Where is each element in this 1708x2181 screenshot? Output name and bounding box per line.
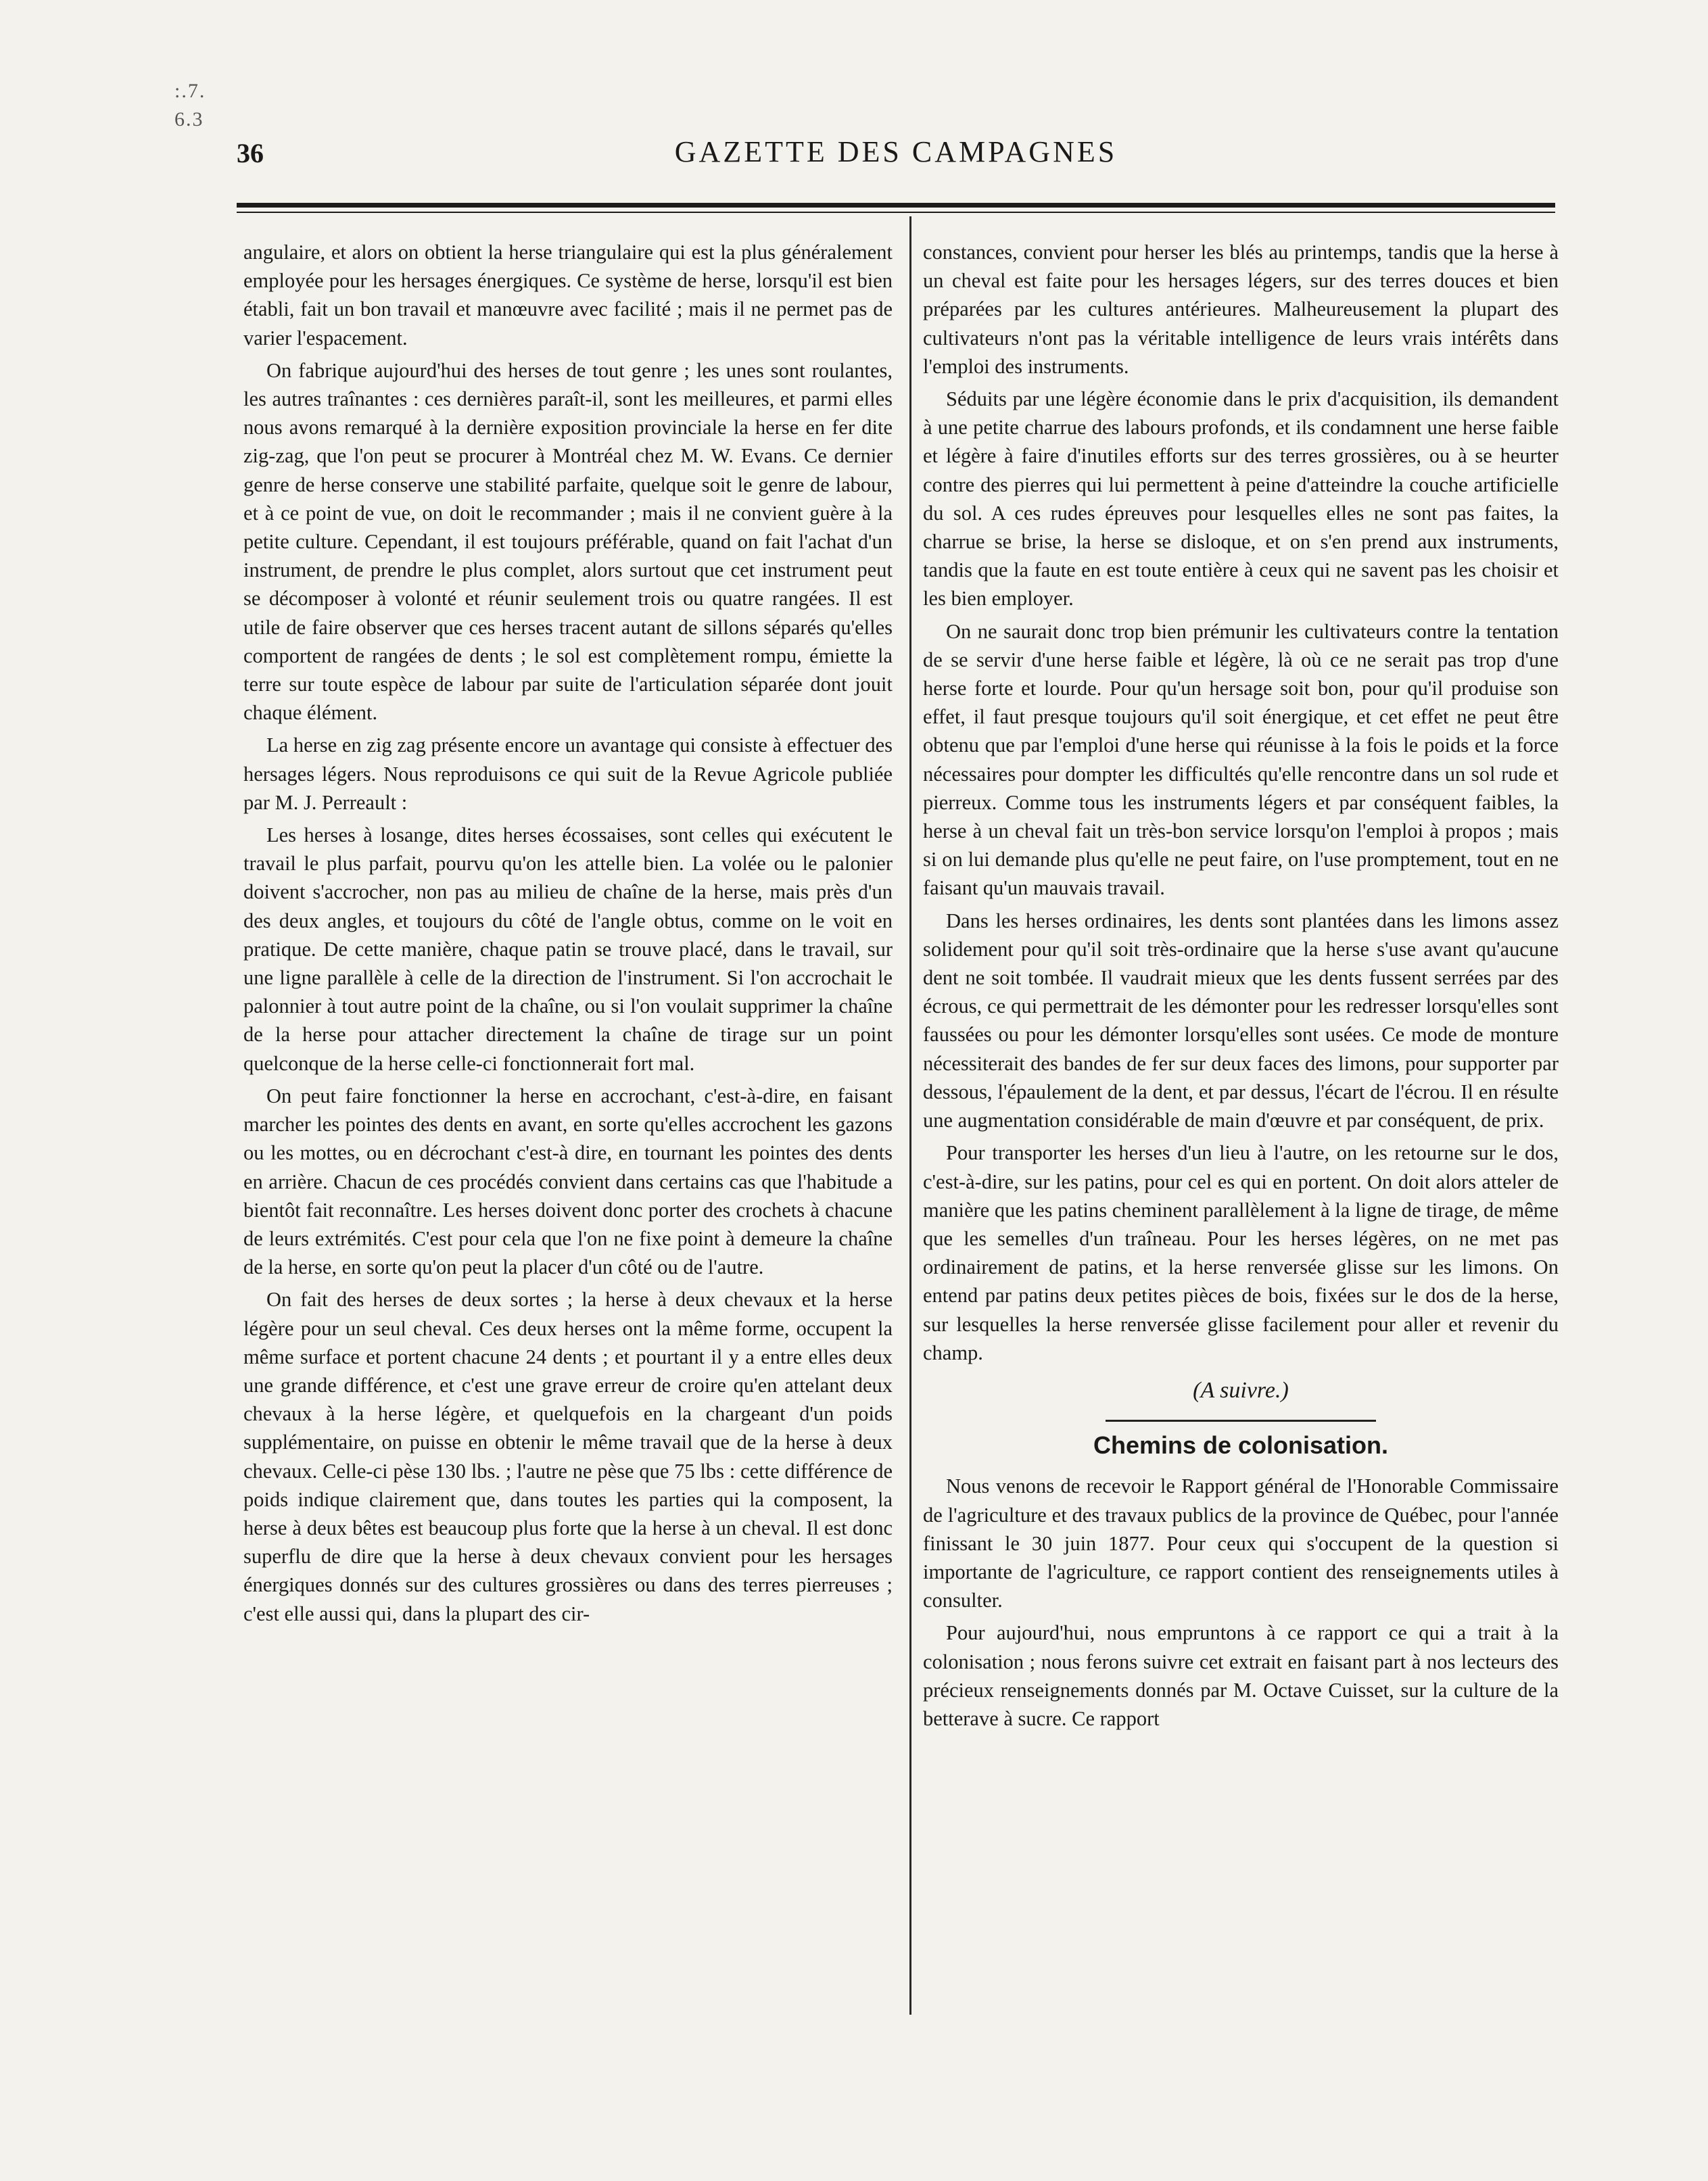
column-divider (909, 216, 911, 2015)
left-paragraph-4: Les herses à losange, dites herses écossaises, sont celles qui exécutent le travail le plus parfait, pourvu qu'on les attelle bien. La volée ou le palonier doivent s'accrocher, non pas au milieu de chaîne de la herse, mais près d'un des deux angles, et toujours du côté de l'angle obtus, comme on le voit en pratique. De cette manière, chaque patin se trouve placé, dans le travail, sur une ligne parallèle à celle de la direction de l'instrument. Si l'on accrochait le palonnier à tout autre point de la chaîne, ou si l'on voulait supprimer la chaîne de la herse pour attacher directement la chaîne de tirage sur un point quelconque de la herse celle-ci fonctionnerait fort mal. (243, 823, 893, 1075)
left-paragraph-3: La herse en zig zag présente encore un avantage qui consiste à effectuer des hersages légers. Nous reproduisons ce qui suit de la Revue Agricole publiée par M. J. Perreault : (243, 734, 893, 814)
header-rule-thin (237, 212, 1555, 213)
right-paragraph-5: Pour transporter les herses d'un lieu à l'autre, on les retourne sur le dos, c'est-à-dire, sur les patins, pour cel es qui en portent. On doit alors atteler de manière que les patins cheminent parallèlement à la ligne de tirage, de même que les semelles d'un traîneau. Pour les herses légères, on ne met pas ordinairement de patins, et la herse renversée glisse sur les limons. On entend par patins deux petites pièces de bois, fixées sur le dos de la herse, sur lesquelles la herse renversée glisse facilement pour aller et revenir du champ. (923, 1141, 1559, 1364)
left-paragraph-6: On fait des herses de deux sortes ; la herse à deux chevaux et la herse légère pour un seul cheval. Ces deux herses ont la même forme, occupent la même surface et portent chacune 24 dents ; et pourtant il y a entre elles deux une grande différence, et c'est une grave erreur de croire qu'en attelant deux chevaux à la herse légère, et quelquefois en la chargeant d'un poids supplémentaire, on puisse en obtenir le même travail que de la herse à deux chevaux. Celle-ci pèse 130 lbs. ; l'autre ne pèse que 75 lbs : cette différence de poids indique clairement que, dans toutes les parties qui la composent, la herse à deux bêtes est beaucoup plus forte que la herse à un cheval. Il est donc superflu de dire que la herse à deux chevaux convient pour les hersages énergiques donnés sur des cultures grossières ou dans des terres pierreuses ; c'est elle aussi qui, dans la plupart des cir- (243, 1288, 893, 1625)
right-paragraph-3: On ne saurait donc trop bien prémunir les cultivateurs contre la tentation de se servir d'une herse faible et légère, là où ce ne serait pas trop d'une herse forte et lourde. Pour qu'un hersage soit bon, pour qu'il produise son effet, il faut presque toujours qu'il soit énergique, et cet effet ne peut être obtenu que par l'emploi d'une herse qui réunisse à la fois le poids et la force nécessaires pour dompter les difficultés qu'elle rencontre dans un sol rude et pierreux. Comme tous les instruments légers et par conséquent faibles, la herse à un cheval fait un très-bon service lorsqu'on l'emploi à propos ; mais si on lui demande plus qu'elle ne peut faire, on l'use promptement, tout en ne faisant qu'un mauvais travail. (923, 619, 1559, 900)
masthead-title: GAZETTE DES CAMPAGNES (674, 135, 1118, 168)
right-column (923, 238, 1559, 1737)
page-number: 36 (237, 138, 264, 168)
left-column (243, 238, 893, 1632)
right-paragraph-7: Pour aujourd'hui, nous empruntons à ce rapport ce qui a trait à la colonisation ; nous ferons suivre cet extrait en faisant part à nos lecteurs des précieux renseignements donnés par M. Octave Cuisset, sur la culture de la betterave à sucre. Ce rapport (923, 1621, 1559, 1730)
page-header (237, 132, 1555, 186)
right-paragraph-1: constances, convient pour herser les blés au printemps, tandis que la herse à un cheval est faite pour les hersages légers, sur des terres douces et bien préparées par les cultures antérieures. Malheureusement la plupart des cultivateurs n'ont pas la véritable intelligence de leurs vrais intérêts dans l'emploi des instruments. (923, 241, 1559, 378)
left-paragraph-2: On fabrique aujourd'hui des herses de tout genre ; les unes sont roulantes, les autres traînantes : ces dernières paraît-il, sont les meilleures, et parmi elles nous avons remarqué à la dernière exposition provinciale la herse en fer dite zig-zag, que l'on peut se procurer à Montréal chez M. W. Evans. Ce dernier genre de herse conserve une stabilité parfaite, quelque soit le genre de labour, et à ce point de vue, on doit le recommander ; mais il ne convient guère à la petite culture. Cependant, il est toujours préférable, quand on fait l'achat d'un instrument, de prendre le plus complet, alors surtout que cet instrument peut se décomposer à volonté et réunir seulement trois ou quatre rangées. Il est utile de faire observer que ces herses tracent autant de sillons séparés qu'elles comportent de rangées de dents ; le sol est complètement rompu, émiette la terre sur toute espèce de labour par suite de l'articulation séparée dont jouit chaque élément. (243, 358, 893, 725)
right-paragraph-2: Séduits par une légère économie dans le prix d'acquisition, ils demandent à une petite charrue des labours profonds, et ils condamnent une herse faible et légère à faire d'inutiles efforts sur des terres grossières, ou à se heurter contre des pierres qui lui permettent à peine d'atteindre la couche artificielle du sol. A ces rudes épreuves pour lesquelles elles ne sont pas faites, la charrue se brise, la herse se disloque, et on s'en prend aux instruments, tandis que la faute en est toute entière à ceux qui ne savent pas les choisir et les bien employer. (923, 387, 1559, 610)
right-paragraph-6: Nous venons de recevoir le Rapport général de l'Honorable Commissaire de l'agriculture et des travaux publics de la province de Québec, pour l'année finissant le 30 juin 1877. Pour ceux qui s'occupent de la question si importante de l'agriculture, ce rapport contient des renseignements utiles à consulter. (923, 1475, 1559, 1612)
section-title: Chemins de colonisation. (1093, 1431, 1389, 1460)
header-rule-thick (237, 203, 1555, 208)
right-paragraph-4: Dans les herses ordinaires, les dents sont plantées dans les limons assez solidement pour qu'il soit très-ordinaire que la herse s'use avant qu'aucune dent ne soit tombée. Il vaudrait mieux que les dents fussent serrées par des écrous, ce qui permettrait de les démonter pour les redresser lorsqu'elles sont faussées ou pour les démonter lorsqu'elles sont usées. Ce mode de monture nécessiterait des bandes de fer sur deux faces des limons, pour supporter par dessous, l'épaulement de la dent, et par dessus, l'écart de l'écrou. Il en résulte une augmentation considérable de main d'œuvre et par conséquent, de prix. (923, 909, 1559, 1132)
left-paragraph-5: On peut faire fonctionner la herse en accrochant, c'est-à-dire, en faisant marcher les pointes des dents en avant, en sorte qu'elles accrochent les gazons ou les mottes, ou en décrochant c'est-à dire, en tournant les pointes des dents en arrière. Chacun de ces procédés convient dans certains cas que l'habitude a bientôt fait reconnaître. Les herses doivent donc porter des crochets à chacune de leurs extrémités. C'est pour cela que l'on ne fixe point à demeure la chaîne de la herse, en sorte qu'on peut la placer d'un côté ou de l'autre. (243, 1084, 893, 1279)
left-paragraph-1: angulaire, et alors on obtient la herse triangulaire qui est la plus généralement employée pour les hersages énergiques. Ce système de herse, lorsqu'il est bien établi, fait un bon travail et manœuvre avec facilité ; mais il ne permet pas de varier l'espacement. (243, 241, 893, 350)
a-suivre: (A suivre.) (1193, 1377, 1289, 1403)
margin-note-2: 6.3 (174, 108, 204, 130)
margin-note-1: :.7. (174, 80, 206, 102)
section-rule (1106, 1420, 1376, 1422)
